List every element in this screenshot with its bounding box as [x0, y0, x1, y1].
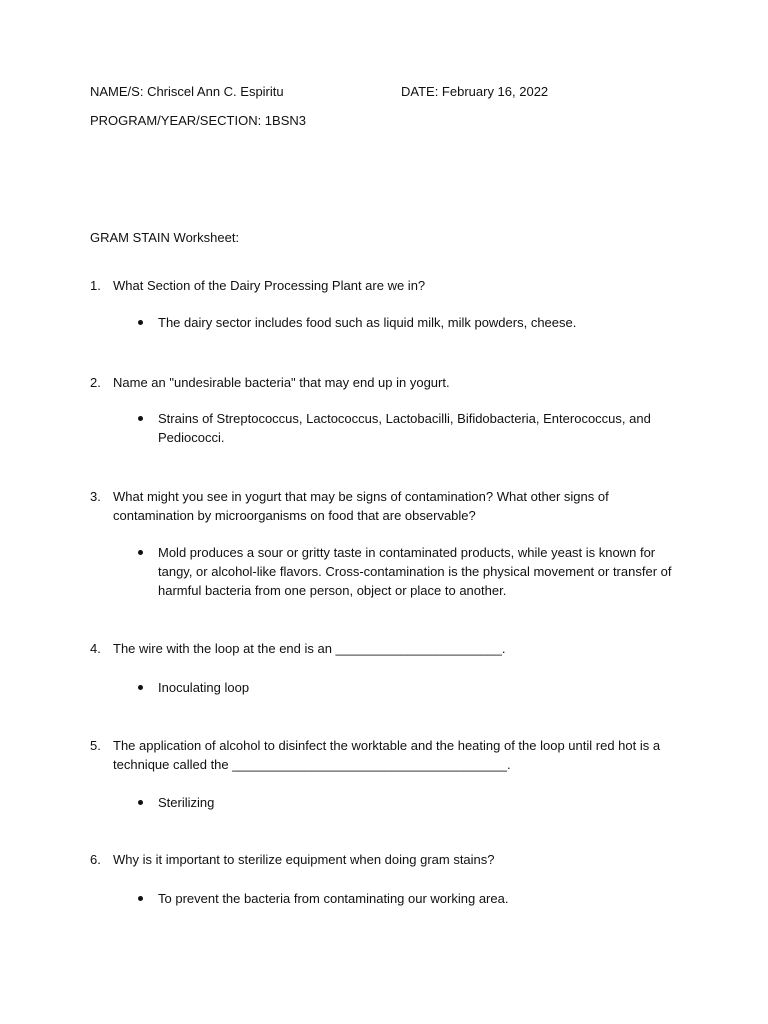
question-line: The wire with the loop at the end is an _______________________. [113, 641, 506, 656]
question-line: What Section of the Dairy Processing Plant are we in? [113, 278, 426, 293]
question-line: Name an "undesirable bacteria" that may end up in yogurt. [113, 375, 450, 390]
bullet-icon [138, 800, 143, 805]
question-number: 4. [90, 641, 101, 656]
question-line: What might you see in yogurt that may be signs of contamination? What other signs of [113, 489, 609, 504]
bullet-icon [138, 320, 143, 325]
answer-text [158, 793, 678, 812]
answer-line: Sterilizing [158, 795, 215, 810]
answer-text [158, 409, 678, 447]
bullet-icon [138, 416, 143, 421]
answer-line: harmful bacteria from one person, object or place to another. [158, 583, 507, 598]
question-number: 2. [90, 375, 101, 390]
question-text [113, 736, 713, 774]
bullet-icon [138, 550, 143, 555]
question-number: 6. [90, 852, 101, 867]
answer-text [158, 889, 678, 908]
question-line: technique called the ______________________________________. [113, 757, 511, 772]
student-name: NAME/S: Chriscel Ann C. Espiritu [90, 84, 284, 99]
question-line: The application of alcohol to disinfect the worktable and the heating of the loop until red hot is a [113, 738, 661, 753]
question-text [113, 276, 673, 295]
question-number: 3. [90, 489, 101, 504]
question-number: 1. [90, 278, 101, 293]
answer-line: The dairy sector includes food such as liquid milk, milk powders, cheese. [158, 315, 577, 330]
bullet-icon [138, 896, 143, 901]
answer-text [158, 543, 678, 600]
answer-text [158, 678, 678, 697]
question-text [113, 487, 673, 525]
question-text [113, 850, 673, 869]
question-text [113, 639, 673, 658]
answer-line: To prevent the bacteria from contaminating our working area. [158, 891, 509, 906]
question-line: Why is it important to sterilize equipment when doing gram stains? [113, 852, 495, 867]
answer-line: tangy, or alcohol-like flavors. Cross-contamination is the physical movement or transfer of [158, 564, 672, 579]
answer-line: Strains of Streptococcus, Lactococcus, Lactobacilli, Bifidobacteria, Enterococcus, and [158, 411, 651, 426]
answer-line: Pediococci. [158, 430, 225, 445]
worksheet-title: GRAM STAIN Worksheet: [90, 230, 240, 245]
answer-text [158, 313, 678, 332]
worksheet-date: DATE: February 16, 2022 [401, 84, 549, 99]
bullet-icon [138, 685, 143, 690]
question-line: contamination by microorganisms on food that are observable? [113, 508, 476, 523]
answer-line: Inoculating loop [158, 680, 250, 695]
program-year-section: PROGRAM/YEAR/SECTION: 1BSN3 [90, 113, 306, 128]
question-number: 5. [90, 738, 101, 753]
question-text [113, 373, 673, 392]
answer-line: Mold produces a sour or gritty taste in contaminated products, while yeast is known for [158, 545, 656, 560]
